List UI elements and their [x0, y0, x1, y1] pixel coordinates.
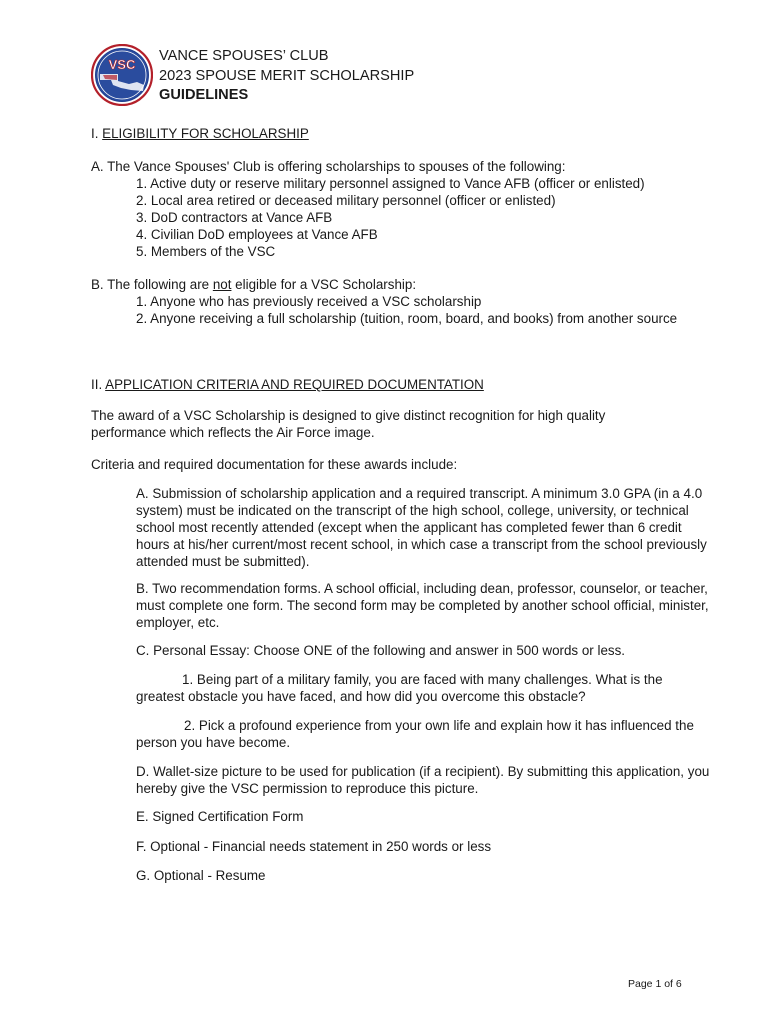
list-item: 1. Anyone who has previously received a VSC scholarship	[136, 294, 482, 309]
criteria-item-g: G. Optional - Resume	[136, 868, 266, 883]
criteria-item-d: D. Wallet-size picture to be used for publication (if a recipient). By submitting this application, you hereby give the VSC permission to reproduce this picture.	[136, 764, 710, 796]
essay-option-2: 2. Pick a profound experience from your own life and explain how it has influenced the person you have become.	[136, 718, 694, 750]
section-1b-intro: B. The following are not eligible for a VSC Scholarship:	[91, 277, 417, 292]
criteria-item-b: B. Two recommendation forms. A school official, including dean, professor, counselor, or teacher, must complete one form. The second form may be completed by another school official, minister, employer, etc.	[136, 581, 709, 630]
document-header	[159, 47, 414, 106]
criteria-intro: Criteria and required documentation for these awards include:	[91, 457, 458, 472]
list-item: 2. Local area retired or deceased military personnel (officer or enlisted)	[136, 193, 556, 208]
list-item: 2. Anyone receiving a full scholarship (tuition, room, board, and books) from another source	[136, 311, 678, 326]
list-item: 1. Active duty or reserve military personnel assigned to Vance AFB (officer or enlisted)	[136, 176, 645, 191]
logo-text: VSC	[108, 57, 136, 72]
doc-type: GUIDELINES	[159, 87, 249, 103]
criteria-item-f: F. Optional - Financial needs statement in 250 words or less	[136, 839, 492, 854]
section-2-heading: II. APPLICATION CRITERIA AND REQUIRED DOCUMENTATION	[91, 377, 484, 392]
criteria-item-c: C. Personal Essay: Choose ONE of the following and answer in 500 words or less.	[136, 643, 626, 658]
list-item: 3. DoD contractors at Vance AFB	[136, 210, 333, 225]
section-2-title: APPLICATION CRITERIA AND REQUIRED DOCUMENTATION	[105, 377, 484, 392]
essay-option-1: 1. Being part of a military family, you are faced with many challenges. What is the greatest obstacle you have faced, and how did you overcome this obstacle?	[136, 672, 663, 704]
criteria-item-e: E. Signed Certification Form	[136, 809, 304, 824]
org-name: VANCE SPOUSES’ CLUB	[159, 48, 329, 64]
vsc-logo	[91, 44, 153, 106]
criteria-item-a: A. Submission of scholarship application and a required transcript. A minimum 3.0 GPA (in a 4.0 system) must be indicated on the transcript of the high school, college, university, or technical school most recently attended (except when the applicant has completed fewer than 6 credit hours at his/her current/most recent school, in which case a transcript from the school previously attended must be submitted).	[136, 486, 707, 569]
section-1-heading: I. ELIGIBILITY FOR SCHOLARSHIP	[91, 126, 309, 141]
list-item: 4. Civilian DoD employees at Vance AFB	[136, 227, 378, 242]
page-number: Page 1 of 6	[628, 978, 682, 990]
list-item: 5. Members of the VSC	[136, 244, 276, 259]
section-1a-intro: A. The Vance Spouses' Club is offering scholarships to spouses of the following:	[91, 159, 566, 174]
section-2-intro: The award of a VSC Scholarship is designed to give distinct recognition for high quality performance which reflects the Air Force image.	[91, 408, 606, 440]
section-1-title: ELIGIBILITY FOR SCHOLARSHIP	[102, 126, 309, 141]
program-name: 2023 SPOUSE MERIT SCHOLARSHIP	[159, 67, 415, 84]
